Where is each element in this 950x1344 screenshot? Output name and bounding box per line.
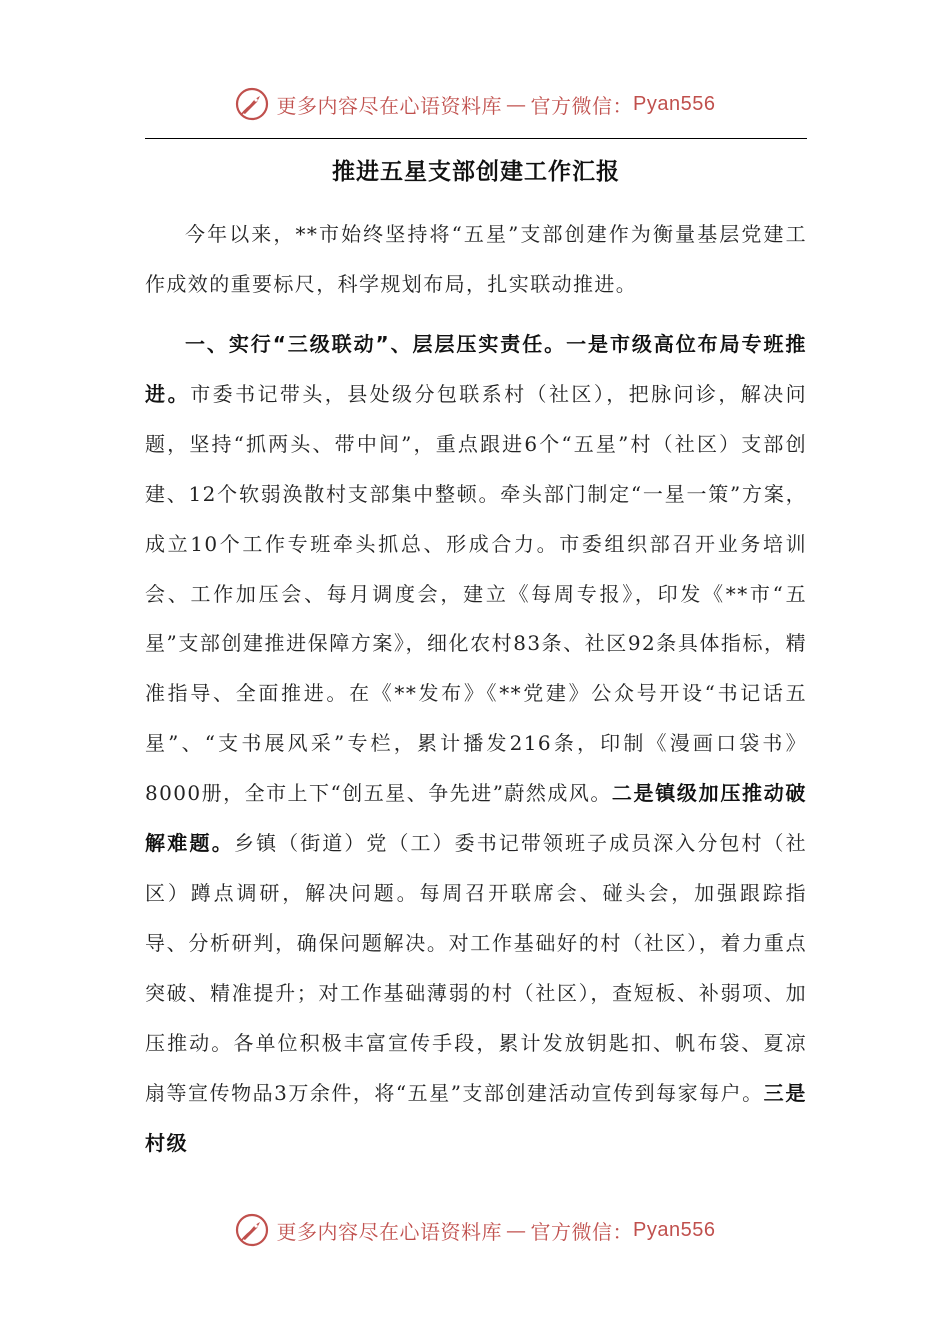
footer-banner <box>0 1210 950 1250</box>
banner-contact-label: 官方微信： <box>530 1219 634 1244</box>
section1-paragraph <box>145 320 807 1168</box>
banner-contact-label: 官方微信： <box>530 93 634 118</box>
point1-title: 一是市级高位布局专班推进。 <box>145 332 807 406</box>
point3-title: 三是村级 <box>145 1080 807 1155</box>
pen-nib-logo-icon <box>235 1213 269 1247</box>
document-title: 推进五星支部创建工作汇报 <box>332 159 620 185</box>
banner-separator: — <box>506 1218 527 1242</box>
point2-title: 二是镇级加压推动破解难题。 <box>145 781 807 856</box>
intro-paragraph: 今年以来，**市始终坚持将“五星”支部创建作为衡量基层党建工作成效的重要标尺，科学规划布局，扎实联动推进。 <box>145 222 807 296</box>
point1-text: 市委书记带头，县处级分包联系村（社区），把脉问诊，解决问题，坚持“抓两头、带中间”，重点跟进6个“五星”村（社区）支部创建、12个软弱涣散村支部集中整顿。牵头部门制定“一星一策”方案，成立10个工作专班牵头抓总、形成合力。市委组织部召开业务培训会、工作加压会、每月调度会，建立《每周专报》，印发《**市“五星”支部创建推进保障方案》，细化农村83条、社区92条具体指标，精准指导、全面推进。在《**发布》《**党建》公众号开设“书记话五星”、“支书展风采”专栏，累计播发216条，印制《漫画口袋书》8000册，全市上下“创五星、争先进”蔚然成风。 <box>145 381 808 806</box>
header-rule <box>145 138 807 139</box>
banner-text: 更多内容尽在心语资料库 <box>276 1219 503 1244</box>
pen-nib-logo-icon <box>235 87 269 121</box>
section1-heading: 一、实行“三级联动”、层层压实责任。 <box>185 332 567 356</box>
header-banner <box>0 84 950 124</box>
banner-handle: Pyan556 <box>633 92 716 115</box>
banner-separator: — <box>506 92 527 116</box>
point2-text: 乡镇（街道）党（工）委书记带领班子成员深入分包村（社区）蹲点调研，解决问题。每周召开联席会、碰头会，加强跟踪指导、分析研判，确保问题解决。对工作基础好的村（社区），着力重点突破、精准提升；对工作基础薄弱的村（社区），查短板、补弱项、加压推动。各单位积极丰富宣传手段，累计发放钥匙扣、帆布袋、夏凉扇等宣传物品3万余件，将“五星”支部创建活动宣传到每家每户。 <box>145 831 807 1105</box>
banner-text: 更多内容尽在心语资料库 <box>276 93 503 118</box>
banner-handle: Pyan556 <box>633 1218 716 1241</box>
